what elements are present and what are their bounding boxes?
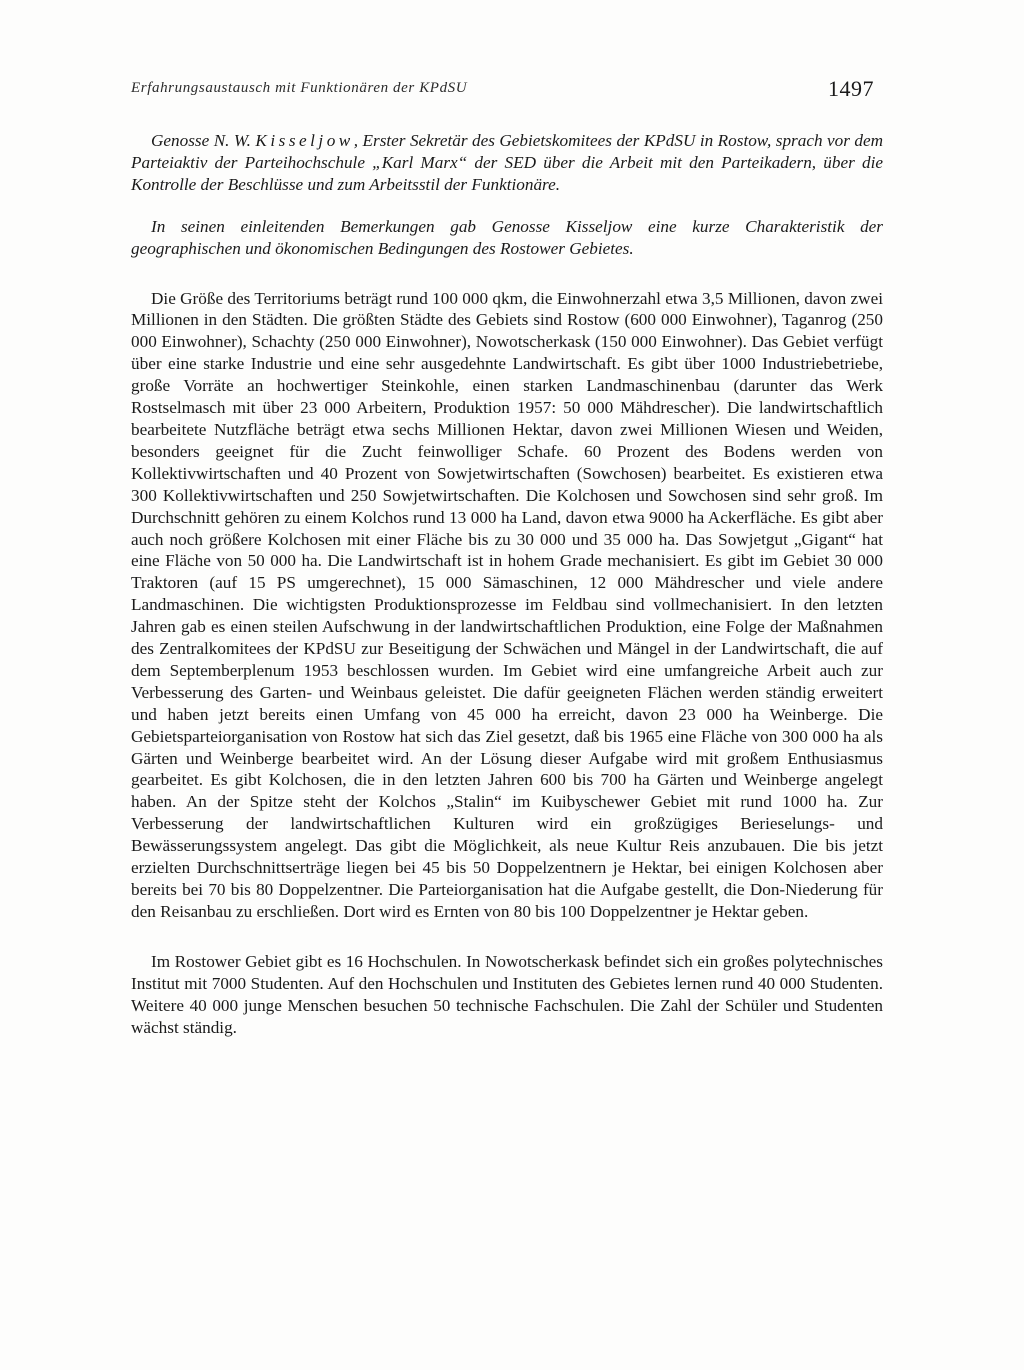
page-number: 1497 xyxy=(828,76,874,101)
speaker-name: Kisseljow xyxy=(255,131,354,150)
body-paragraph-education: Im Rostower Gebiet gibt es 16 Hochschulen. In Nowotscherkask befindet sich ein großes polytechnisches Institut mit 7000 Studenten. Auf den Hochschulen und Instituten des Gebietes lernen rund 40 000 Studenten. Weitere 40 000 junge Menschen besuchen 50 technische Fachschulen. Die Zahl der Schüler und Studenten wächst ständig. xyxy=(131,951,883,1037)
intro-lead: Genosse N. W. xyxy=(151,131,256,150)
article-body xyxy=(131,130,883,1066)
intro-lead-rest: , Erster Sekretär des Gebietskomitees der KPdSU in Rostow, sprach vor dem Parteiaktiv der Parteihochschule „Karl Marx“ der SED über die Arbeit mit den Parteikadern, über die Kontrolle der Beschlüsse und zum Arbeitsstil der Funktionäre. xyxy=(131,131,883,194)
body-paragraph-territory: Die Größe des Territoriums beträgt rund 100 000 qkm, die Einwohnerzahl etwa 3,5 Millionen, davon zwei Millionen in den Städten. Die größten Städte des Gebiets sind Rostow (600 000 Einwohner), Taganrog (250 000 Einwohner), Schachty (250 000 Einwohner), Nowotscherkask (150 000 Einwohner). Das Gebiet verfügt über eine starke Industrie und eine sehr ausgedehnte Landwirtschaft. Es gibt über 1000 Industriebetriebe, große Vorräte an hochwertiger Steinkohle, einen starken Landmaschinenbau (darunter das Werk Rostselmasch mit über 23 000 Arbeitern, Produktion 1957: 50 000 Mähdrescher). Die landwirtschaftlich bearbeitete Nutzfläche beträgt etwa sechs Millionen Hektar, davon zwei Millionen Wiesen und Weiden, besonders geeignet für die Zucht feinwolliger Schafe. 60 Prozent des Bodens werden von Kollektivwirtschaften und 40 Prozent von Sowjetwirtschaften (Sowchosen) bearbeitet. Es existieren etwa 300 Kollektivwirtschaften und 250 Sowjetwirtschaften. Die Kolchosen und Sowchosen sind sehr groß. Im Durchschnitt gehören zu einem Kolchos rund 13 000 ha Land, davon etwa 9000 ha Ackerfläche. Es gibt aber auch noch größere Kolchosen mit einer Fläche bis zu 30 000 und 35 000 ha. Das Sowjetgut „Gigant“ hat eine Fläche von 50 000 ha. Die Landwirtschaft ist in hohem Grade mechanisiert. Es gibt im Gebiet 30 000 Traktoren (auf 15 PS umgerechnet), 15 000 Sämaschinen, 12 000 Mähdrescher und viele andere Landmaschinen. Die wichtigsten Produktionsprozesse im Feldbau sind vollmechanisiert. In den letzten Jahren gab es einen steilen Aufschwung in der landwirtschaftlichen Produktion, eine Folge der Maßnahmen des Zentralkomitees der KPdSU zur Beseitigung der Schwächen und Mängel in der Landwirtschaft, die auf dem Septemberplenum 1953 beschlossen wurden. Im Gebiet wird eine umfangreiche Arbeit auch zur Verbesserung des Garten- und Weinbaus geleistet. Die dafür geeigneten Flächen werden ständig erweitert und haben jetzt bereits einen Umfang von 45 000 ha erreicht, davon 23 000 ha Weinberge. Die Gebietsparteiorganisation von Rostow hat sich das Ziel gesetzt, daß bis 1965 eine Fläche von 300 000 ha als Gärten und Weinberge bearbeitet wird. An der Lösung dieser Aufgabe wird mit großem Enthusiasmus gearbeitet. Es gibt Kolchosen, die in den letzten Jahren 600 bis 700 ha Gärten und Weinberge angelegt haben. An der Spitze steht der Kolchos „Stalin“ im Kuibyschewer Gebiet mit rund 1000 ha. Zur Verbesserung der landwirtschaftlichen Kulturen wird ein großzügiges Berieselungs- und Bewässerungssystem angelegt. Das gibt die Möglichkeit, als neue Kultur Reis anzubauen. Die bis jetzt erzielten Durchschnittserträge liegen bei 45 bis 50 Doppelzentnern je Hektar, bei einigen Kolchosen aber bereits bei 70 bis 80 Doppelzentner. Die Parteiorganisation hat die Aufgabe gestellt, die Don-Niederung für den Reisanbau zu erschließen. Dort wird es Ernten von 80 bis 100 Doppelzentner je Hektar geben. xyxy=(131,288,883,921)
intro-paragraph xyxy=(131,130,883,196)
intro-second-paragraph: In seinen einleitenden Bemerkungen gab Genosse Kisseljow eine kurze Charakteristik der geographischen und ökonomischen Bedingungen des Rostower Gebietes. xyxy=(131,216,883,258)
running-header: Erfahrungsaustausch mit Funktionären der KPdSU xyxy=(131,80,468,96)
